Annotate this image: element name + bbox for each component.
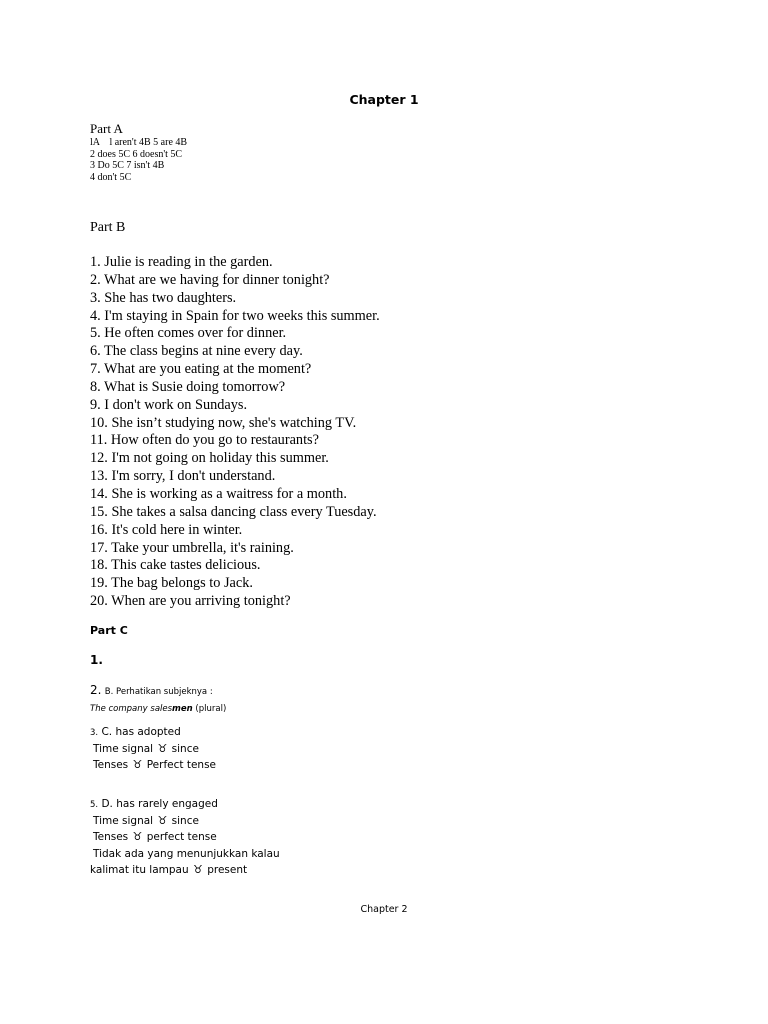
time-signal-value: since [171,815,199,828]
list-item: 7. What are you eating at the moment? [90,361,312,378]
part-c-heading: Part C [90,624,128,637]
list-item: 3. She has two daughters. [90,289,237,306]
list-item: 19. The bag belongs to Jack. [90,575,253,592]
note-label: kalimat itu lampau [90,863,189,876]
tenses-label: Tenses [93,759,129,772]
item-2-answer: B. Perhatikan subjeknya : [104,687,213,697]
part-a-answers [90,137,187,183]
time-signal-label: Time signal [93,815,154,828]
tenses-value: Perfect tense [146,759,216,772]
list-item: 12. I'm not going on holiday this summer. [90,450,329,467]
list-item: 4. I'm staying in Spain for two weeks this summer. [90,307,380,324]
item-5-note-line-1: Tidak ada yang menunjukkan kalau [93,847,280,860]
time-signal-label: Time signal [93,743,154,756]
subject-prefix: The company sales [90,704,173,714]
list-item: 2. What are we having for dinner tonight? [90,271,330,288]
item-5-answer: D. has rarely engaged [101,798,218,810]
item-number: 2. [90,683,102,697]
part-a-line: 2 does 5C 6 doesn't 5C [90,148,183,160]
part-c-item-3 [90,724,216,774]
item-3-tenses [90,757,216,773]
subject-suffix: (plural) [192,704,227,714]
taurus-arrow-icon: ♉ [157,742,168,756]
taurus-arrow-icon: ♉ [132,830,143,844]
item-5-tenses [90,829,280,845]
list-item: 1. Julie is reading in the garden. [90,254,273,270]
item-3-answer-line [90,724,216,741]
list-item: 10. She isn’t studying now, she's watching TV. [90,414,357,431]
list-item: 20. When are you arriving tonight? [90,593,291,610]
part-c-item-1 [90,652,103,669]
item-number: 5. [90,800,99,810]
taurus-arrow-icon: ♉ [157,814,168,828]
item-2-answer-line [90,682,226,701]
part-c-item-5 [90,796,280,878]
item-3-time-signal [90,741,216,757]
list-item: 11. How often do you go to restaurants? [90,432,319,449]
part-b-list [90,254,380,611]
item-5-note-line-2 [90,862,280,878]
list-item: 16. It's cold here in winter. [90,521,243,538]
part-a-line: 3 Do 5C 7 isn't 4B [90,160,165,172]
time-signal-value: since [171,743,199,756]
list-item: 9. I don't work on Sundays. [90,396,248,413]
part-c-item-2 [90,682,226,718]
subject-emphasis: men [172,704,193,714]
list-item: 14. She is working as a waitress for a month. [90,485,347,502]
chapter-2-title: Chapter 2 [360,904,408,915]
part-b-heading: Part B [90,220,126,235]
item-number: 3. [90,728,99,738]
item-5-time-signal [90,813,280,829]
list-item: 15. She takes a salsa dancing class every Tuesday. [90,503,377,520]
list-item: 6. The class begins at nine every day. [90,343,303,360]
list-item: 8. What is Susie doing tomorrow? [90,378,286,395]
item-2-subject-line [90,701,226,718]
taurus-arrow-icon: ♉ [193,862,203,876]
item-5-answer-line [90,796,280,813]
item-3-answer: C. has adopted [101,726,181,738]
item-number: 1. [90,653,103,667]
list-item: 5. He often comes over for dinner. [90,325,287,342]
list-item: 18. This cake tastes delicious. [90,557,261,574]
part-a-heading: Part A [90,121,123,136]
part-a-line: 4 don't 5C [90,171,132,183]
tenses-label: Tenses [93,831,129,844]
taurus-arrow-icon: ♉ [132,758,143,772]
tenses-value: perfect tense [146,831,217,844]
list-item: 17. Take your umbrella, it's raining. [90,539,294,556]
chapter-1-title: Chapter 1 [349,92,419,107]
part-a-line: lA l aren't 4B 5 are 4B [90,137,188,148]
list-item: 13. I'm sorry, I don't understand. [90,468,276,485]
note-value: present [207,863,248,876]
